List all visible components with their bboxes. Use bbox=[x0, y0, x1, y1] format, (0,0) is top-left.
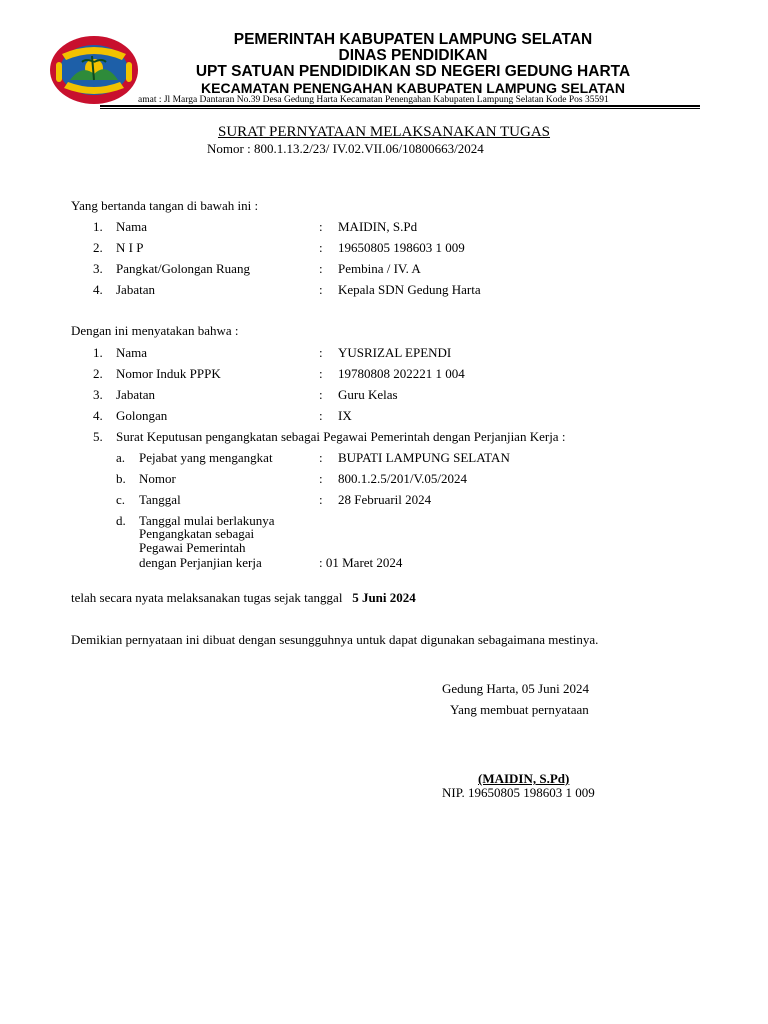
document-title: SURAT PERNYATAAN MELAKSANAKAN TUGAS bbox=[217, 124, 551, 140]
employee-row-value: YUSRIZAL EPENDI bbox=[338, 345, 452, 360]
signer-row-sep: : bbox=[319, 240, 323, 255]
employee-row-no: 1. bbox=[93, 345, 103, 360]
employee-row-label: Nama bbox=[116, 345, 148, 360]
employee-row-value: 19780808 202221 1 004 bbox=[338, 366, 465, 381]
employee-row-no: 2. bbox=[93, 366, 103, 381]
sk-item-no: c. bbox=[116, 492, 126, 507]
signer-row-sep: : bbox=[319, 219, 323, 234]
employee-row-label: Jabatan bbox=[116, 387, 155, 402]
sk-item-label: Pejabat yang mengangkat bbox=[139, 450, 273, 465]
signer-row-label: Nama bbox=[116, 219, 148, 234]
signer-name: (MAIDIN, S.Pd) bbox=[478, 771, 570, 786]
sk-item-no: d. bbox=[116, 513, 126, 528]
sk-item-sep: : bbox=[319, 471, 323, 486]
kop-divider-thin bbox=[100, 108, 700, 109]
sk-start-date-value: : 01 Maret 2024 bbox=[319, 555, 403, 570]
employee-row-sep: : bbox=[319, 408, 323, 423]
signer-row-label: Jabatan bbox=[116, 282, 155, 297]
employee-row-sep: : bbox=[319, 366, 323, 381]
sk-row-no: 5. bbox=[93, 429, 103, 444]
kabupaten-lampung-selatan-logo bbox=[48, 34, 140, 106]
statement-intro: Dengan ini menyatakan bahwa : bbox=[71, 323, 239, 338]
employee-row-label: Golongan bbox=[116, 408, 168, 423]
sk-item-value: 800.1.2.5/201/V.05/2024 bbox=[338, 471, 468, 486]
sk-item-label: Nomor bbox=[139, 471, 176, 486]
employee-row-value: IX bbox=[338, 408, 352, 423]
signer-row-value: Kepala SDN Gedung Harta bbox=[338, 282, 481, 297]
signer-row-label: N I P bbox=[116, 240, 144, 255]
document-number: Nomor : 800.1.13.2/23/ IV.02.VII.06/10800663/2024 bbox=[207, 141, 484, 156]
kop-upt: UPT SATUAN PENDIDIDIKAN SD NEGERI GEDUNG HARTA bbox=[195, 63, 631, 80]
signer-row-value: MAIDIN, S.Pd bbox=[338, 219, 418, 234]
employee-row-sep: : bbox=[319, 345, 323, 360]
sk-item-sep: : bbox=[319, 450, 323, 465]
sk-item-value: 28 Februaril 2024 bbox=[338, 492, 432, 507]
signature-role: Yang membuat pernyataan bbox=[450, 702, 589, 717]
sk-heading: Surat Keputusan pengangkatan sebagai Pegawai Pemerintah dengan Perjanjian Kerja : bbox=[116, 429, 566, 444]
sk-start-date-label: Pegawai Pemerintah bbox=[139, 540, 246, 555]
signer-nip: NIP. 19650805 198603 1 009 bbox=[442, 785, 595, 800]
signer-row-sep: : bbox=[319, 261, 323, 276]
sk-start-date-label: Pengangkatan sebagai bbox=[139, 526, 255, 541]
sk-item-no: b. bbox=[116, 471, 126, 486]
opening-text: Yang bertanda tangan di bawah ini : bbox=[71, 198, 259, 213]
employee-row-no: 4. bbox=[93, 408, 103, 423]
sk-start-date-label: Tanggal mulai berlakunya bbox=[139, 513, 275, 528]
signer-row-value: Pembina / IV. A bbox=[338, 261, 421, 276]
signer-row-sep: : bbox=[319, 282, 323, 297]
sk-item-sep: : bbox=[319, 492, 323, 507]
sk-item-value: BUPATI LAMPUNG SELATAN bbox=[338, 450, 510, 465]
sk-start-date-label: dengan Perjanjian kerja bbox=[139, 555, 262, 570]
sk-item-label: Tanggal bbox=[139, 492, 181, 507]
kop-dinas: DINAS PENDIDIKAN bbox=[338, 47, 488, 64]
signer-row-value: 19650805 198603 1 009 bbox=[338, 240, 465, 255]
signature-place-date: Gedung Harta, 05 Juni 2024 bbox=[442, 681, 589, 696]
kop-kecamatan: KECAMATAN PENENGAHAN KABUPATEN LAMPUNG SELATAN bbox=[201, 80, 625, 96]
signer-row-no: 2. bbox=[93, 240, 103, 255]
signer-row-no: 4. bbox=[93, 282, 103, 297]
kop-alamat: amat : Jl Marga Dantaran No.39 Desa Gedung Harta Kecamatan Penengahan Kabupaten Lampung Selatan Kode Pos 35591 bbox=[138, 95, 609, 105]
employee-row-sep: : bbox=[319, 387, 323, 402]
execution-date: 5 Juni 2024 bbox=[352, 590, 416, 605]
signer-row-label: Pangkat/Golongan Ruang bbox=[116, 261, 250, 276]
execution-statement bbox=[71, 590, 416, 606]
kop-pemerintah: PEMERINTAH KABUPATEN LAMPUNG SELATAN bbox=[233, 31, 593, 48]
kop-divider-thick bbox=[100, 105, 700, 107]
signer-row-no: 3. bbox=[93, 261, 103, 276]
signer-row-no: 1. bbox=[93, 219, 103, 234]
execution-text: telah secara nyata melaksanakan tugas sejak tanggal bbox=[71, 590, 343, 605]
employee-row-no: 3. bbox=[93, 387, 103, 402]
sk-item-no: a. bbox=[116, 450, 126, 465]
employee-row-label: Nomor Induk PPPK bbox=[116, 366, 221, 381]
employee-row-value: Guru Kelas bbox=[338, 387, 398, 402]
closing-text: Demikian pernyataan ini dibuat dengan sesungguhnya untuk dapat digunakan sebagaimana mestinya. bbox=[71, 632, 599, 647]
